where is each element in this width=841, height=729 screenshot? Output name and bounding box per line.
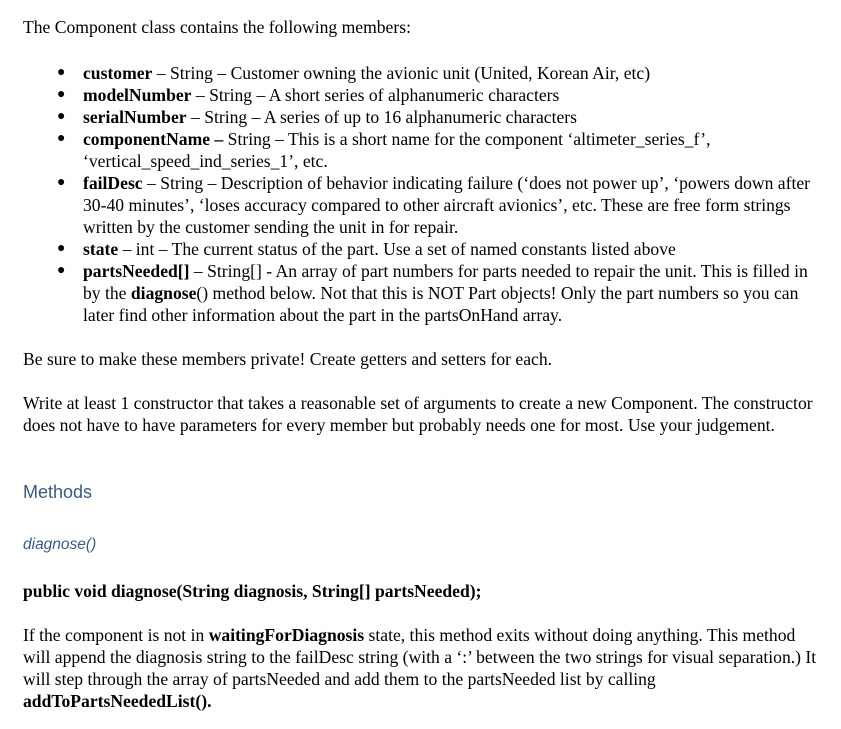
member-desc: – int – The current status of the part. Use a set of named constants listed above (118, 239, 676, 259)
diagnose-subheading: diagnose() (23, 536, 97, 553)
list-item (57, 128, 822, 172)
member-desc: String – This is a short name for the component ‘altimeter_series_f’, ‘vertical_speed_ind_series_1’, etc. (83, 129, 711, 171)
list-item (57, 106, 822, 128)
diagnose-description (23, 624, 818, 712)
member-name: failDesc (83, 173, 143, 193)
list-item (57, 238, 822, 260)
intro-text: The Component class contains the following members: (23, 17, 411, 37)
bullet-icon: ● (57, 263, 66, 278)
member-name: componentName – (83, 129, 228, 149)
bullet-icon: ● (57, 65, 66, 80)
diagnose-text-1: If the component is not in (23, 625, 209, 645)
member-name: modelNumber (83, 85, 192, 105)
diagnose-state-name: waitingForDiagnosis (208, 625, 365, 645)
bullet-icon: ● (57, 109, 66, 124)
member-name: serialNumber (83, 107, 187, 127)
method-signature: public void diagnose(String diagnosis, String[] partsNeeded); (23, 581, 482, 601)
member-name: partsNeeded[] (83, 261, 190, 281)
member-method-ref: diagnose (130, 283, 197, 303)
methods-heading: Methods (23, 482, 93, 502)
list-item (57, 172, 822, 238)
diagnose-method-name: addToPartsNeededList(). (23, 691, 212, 711)
member-desc: – String – A short series of alphanumeric characters (191, 85, 560, 105)
member-desc: – String – A series of up to 16 alphanumeric characters (186, 107, 577, 127)
bullet-icon: ● (57, 175, 66, 190)
member-desc: – String – Description of behavior indicating failure (‘does not power up’, ‘powers down after 30-40 minutes’, ‘loses accuracy compared to other aircraft avionics’, etc. These are free form strings written by the customer sending the unit in for repair. (83, 173, 811, 237)
bullet-icon: ● (57, 87, 66, 102)
member-desc: – String[] - An array of part numbers for parts needed to repair the unit. This is filled in by the (83, 261, 808, 303)
list-item (57, 260, 822, 326)
diagnose-text-2: state, this method exits without doing anything. This method will append the diagnosis string to the failDesc string (with a ‘:’ between the two strings for visual separation.) It will step through the array of partsNeeded and add them to the partsNeeded list by calling (23, 625, 817, 689)
constructor-note: Write at least 1 constructor that takes a reasonable set of arguments to create a new Component. The constructor does not have to have parameters for every member but probably needs one for most. Use your judgement. (23, 393, 813, 435)
member-name: state (83, 239, 119, 259)
member-desc-cont: () method below. Not that this is NOT Part objects! Only the part numbers so you can later find other information about the part in the partsOnHand array. (83, 283, 799, 325)
list-item (57, 84, 822, 106)
member-name: customer (83, 63, 153, 83)
members-list (57, 62, 822, 326)
list-item (57, 62, 822, 84)
bullet-icon: ● (57, 241, 66, 256)
private-note: Be sure to make these members private! Create getters and setters for each. (23, 349, 553, 369)
bullet-icon: ● (57, 131, 66, 146)
member-desc: – String – Customer owning the avionic unit (United, Korean Air, etc) (152, 63, 651, 83)
